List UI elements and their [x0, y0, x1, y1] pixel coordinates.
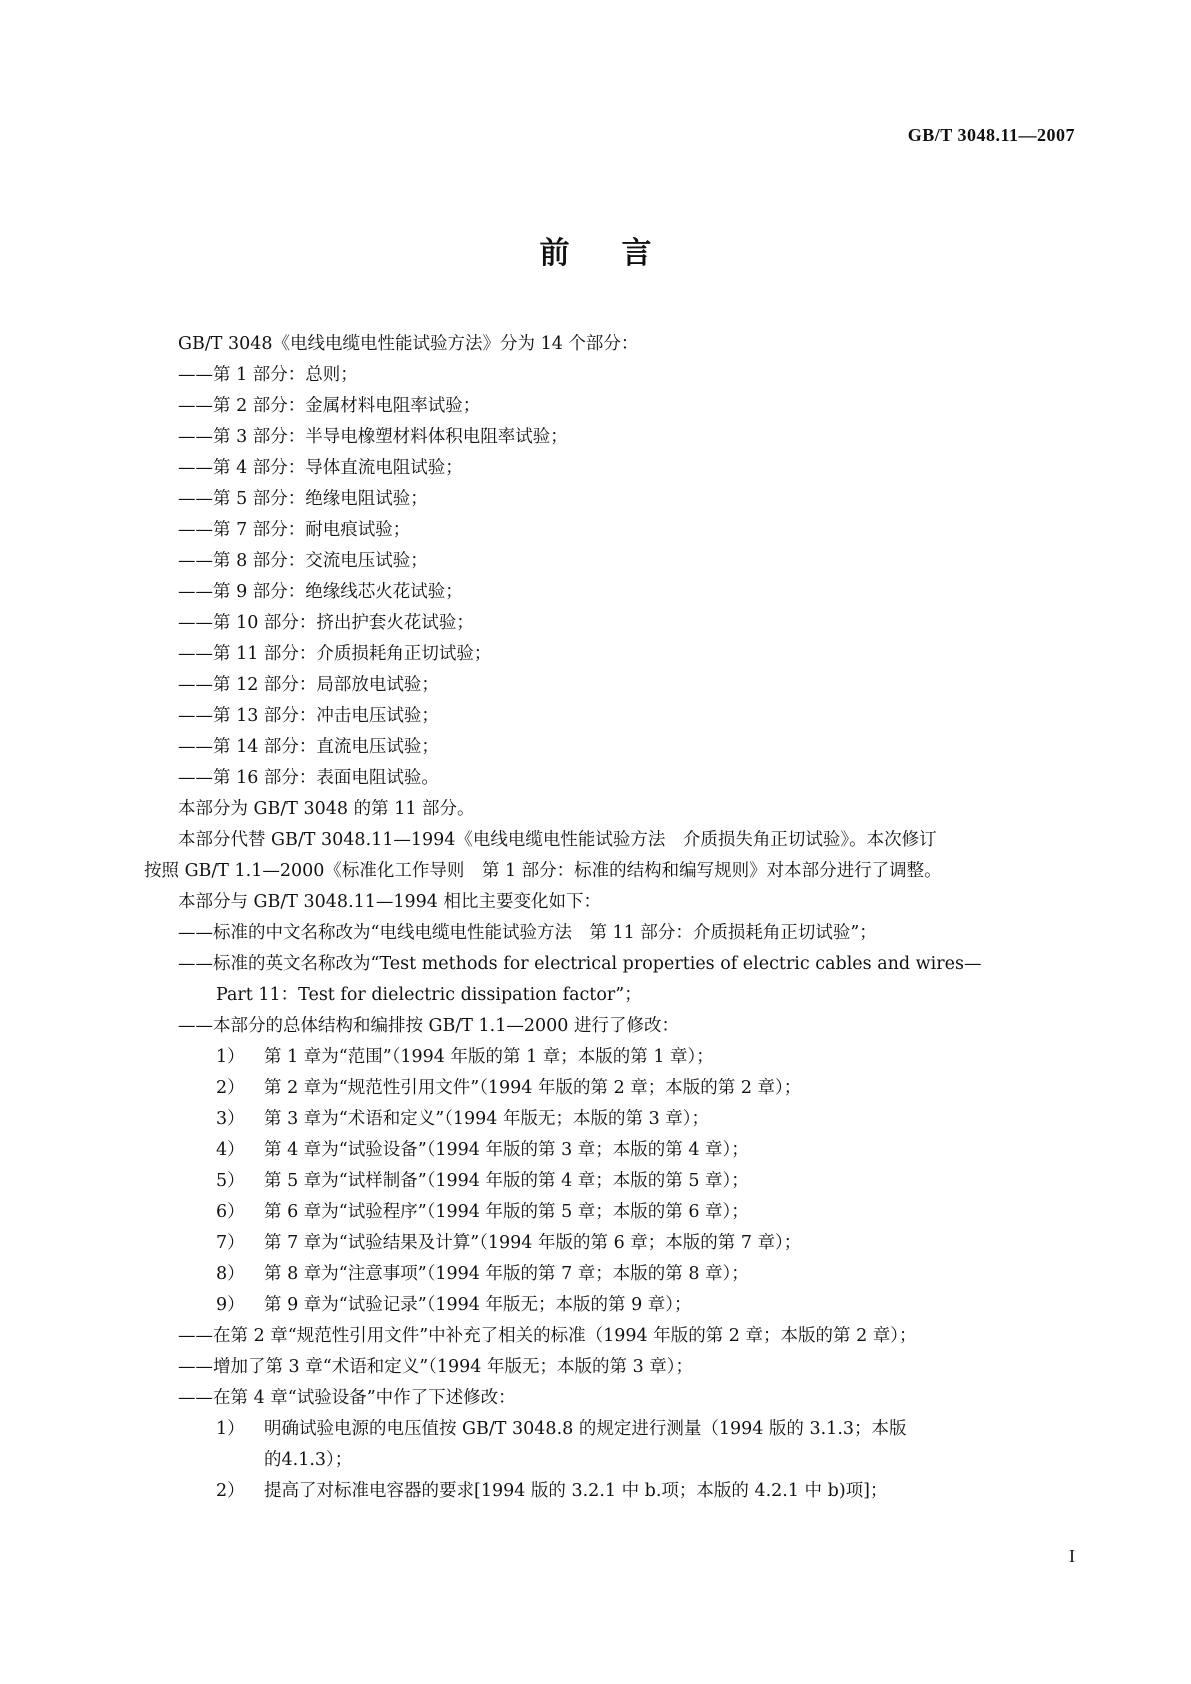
change-en-name-line2: Part 11：Test for dielectric dissipation factor”；: [216, 985, 642, 1005]
ch4-item-number: 1）: [216, 1419, 245, 1439]
chapter-item-number: 5）: [216, 1171, 245, 1191]
part-item: ——第 12 部分：局部放电试验；: [178, 675, 439, 695]
chapter-item: [178, 1197, 1058, 1228]
chapter-item-number: 8）: [216, 1264, 245, 1284]
standard-code: GB/T 3048.11—2007: [907, 125, 1075, 145]
chapter-item: [178, 1290, 1058, 1321]
chapter-item-number: 9）: [216, 1295, 245, 1315]
chapter-item-number: 3）: [216, 1109, 245, 1129]
part-item: ——第 13 部分：冲击电压试验；: [178, 706, 439, 726]
this-part-paragraph: 本部分为 GB/T 3048 的第 11 部分。: [178, 799, 475, 819]
chapter-item: [178, 1135, 1058, 1166]
replaces-paragraph-line2: 按照 GB/T 1.1—2000《标准化工作导则 第 1 部分：标准的结构和编写规则》对本部分进行了调整。: [144, 861, 942, 881]
chapter-item-text: 第 7 章为“试验结果及计算”（1994 年版的第 6 章；本版的第 7 章）；: [264, 1233, 802, 1253]
change-ch3: ——增加了第 3 章“术语和定义”（1994 年版无；本版的第 3 章）；: [178, 1357, 694, 1377]
part-item: ——第 9 部分：绝缘线芯火花试验；: [178, 582, 463, 602]
part-item: ——第 14 部分：直流电压试验；: [178, 737, 439, 757]
chapter-item: [178, 1228, 1058, 1259]
chapter-item-text: 第 2 章为“规范性引用文件”（1994 年版的第 2 章；本版的第 2 章）；: [264, 1078, 802, 1098]
part-item: ——第 7 部分：耐电痕试验；: [178, 520, 411, 540]
part-item: ——第 4 部分：导体直流电阻试验；: [178, 458, 463, 478]
replaces-paragraph-line1: 本部分代替 GB/T 3048.11—1994《电线电缆电性能试验方法 介质损失角正切试验》。本次修订: [178, 830, 937, 850]
document-body: [144, 329, 1058, 1507]
chapter-item-number: 1）: [216, 1047, 245, 1067]
part-item: ——第 11 部分：介质损耗角正切试验；: [178, 644, 492, 664]
chapter-item-text: 第 6 章为“试验程序”（1994 年版的第 5 章；本版的第 6 章）；: [264, 1202, 749, 1222]
change-structure: ——本部分的总体结构和编排按 GB/T 1.1—2000 进行了修改：: [178, 1016, 679, 1036]
ch4-item-text: 提高了对标准电容器的要求[1994 版的 3.2.1 中 b.项；本版的 4.2.1 中 b)项]；: [264, 1481, 888, 1501]
part-item: ——第 16 部分：表面电阻试验。: [178, 768, 439, 788]
chapter-item-number: 6）: [216, 1202, 245, 1222]
chapter-item-text: 第 9 章为“试验记录”（1994 年版无；本版的第 9 章）；: [264, 1295, 692, 1315]
part-item: ——第 1 部分：总则；: [178, 365, 358, 385]
chapter-item-text: 第 4 章为“试验设备”（1994 年版的第 3 章；本版的第 4 章）；: [264, 1140, 749, 1160]
chapter-item-text: 第 1 章为“范围”（1994 年版的第 1 章；本版的第 1 章）；: [264, 1047, 714, 1067]
part-item: ——第 8 部分：交流电压试验；: [178, 551, 428, 571]
ch4-item-text: 明确试验电源的电压值按 GB/T 3048.8 的规定进行测量（1994 版的 3.1.3；本版: [264, 1419, 907, 1439]
part-item: ——第 10 部分：挤出护套火花试验；: [178, 613, 474, 633]
chapter-item: [178, 1259, 1058, 1290]
part-item: ——第 2 部分：金属材料电阻率试验；: [178, 396, 481, 416]
intro-paragraph: GB/T 3048《电线电缆电性能试验方法》分为 14 个部分：: [178, 334, 639, 354]
chapter-item: [178, 1104, 1058, 1135]
change-cn-name: ——标准的中文名称改为“电线电缆电性能试验方法 第 11 部分：介质损耗角正切试验”；: [178, 923, 877, 943]
ch4-item-number: 2）: [216, 1481, 245, 1501]
chapter-item-text: 第 3 章为“术语和定义”（1994 年版无；本版的第 3 章）；: [264, 1109, 710, 1129]
chapter-item-number: 2）: [216, 1078, 245, 1098]
chapter-item-text: 第 5 章为“试样制备”（1994 年版的第 4 章；本版的第 5 章）；: [264, 1171, 749, 1191]
change-ch2: ——在第 2 章“规范性引用文件”中补充了相关的标准（1994 年版的第 2 章；本版的第 2 章）；: [178, 1326, 917, 1346]
part-item: ——第 3 部分：半导电橡塑材料体积电阻率试验；: [178, 427, 568, 447]
ch4-item: [178, 1476, 1058, 1507]
change-en-name-line1: ——标准的英文名称改为“Test methods for electrical properties of electric cables and wires—: [178, 954, 982, 974]
page-title: 前言: [539, 236, 704, 271]
chapter-item: [178, 1042, 1058, 1073]
chapter-item-number: 7）: [216, 1233, 245, 1253]
chapter-item-text: 第 8 章为“注意事项”（1994 年版的第 7 章；本版的第 8 章）；: [264, 1264, 749, 1284]
ch4-item: [178, 1414, 1058, 1445]
chapter-item: [178, 1166, 1058, 1197]
part-item: ——第 5 部分：绝缘电阻试验；: [178, 489, 428, 509]
page-number: I: [1069, 1546, 1075, 1566]
chapter-item: [178, 1073, 1058, 1104]
change-ch4: ——在第 4 章“试验设备”中作了下述修改：: [178, 1388, 516, 1408]
ch4-item-continuation: 的4.1.3）；: [264, 1450, 353, 1470]
chapter-item-number: 4）: [216, 1140, 245, 1160]
changes-intro: 本部分与 GB/T 3048.11—1994 相比主要变化如下：: [178, 892, 601, 912]
